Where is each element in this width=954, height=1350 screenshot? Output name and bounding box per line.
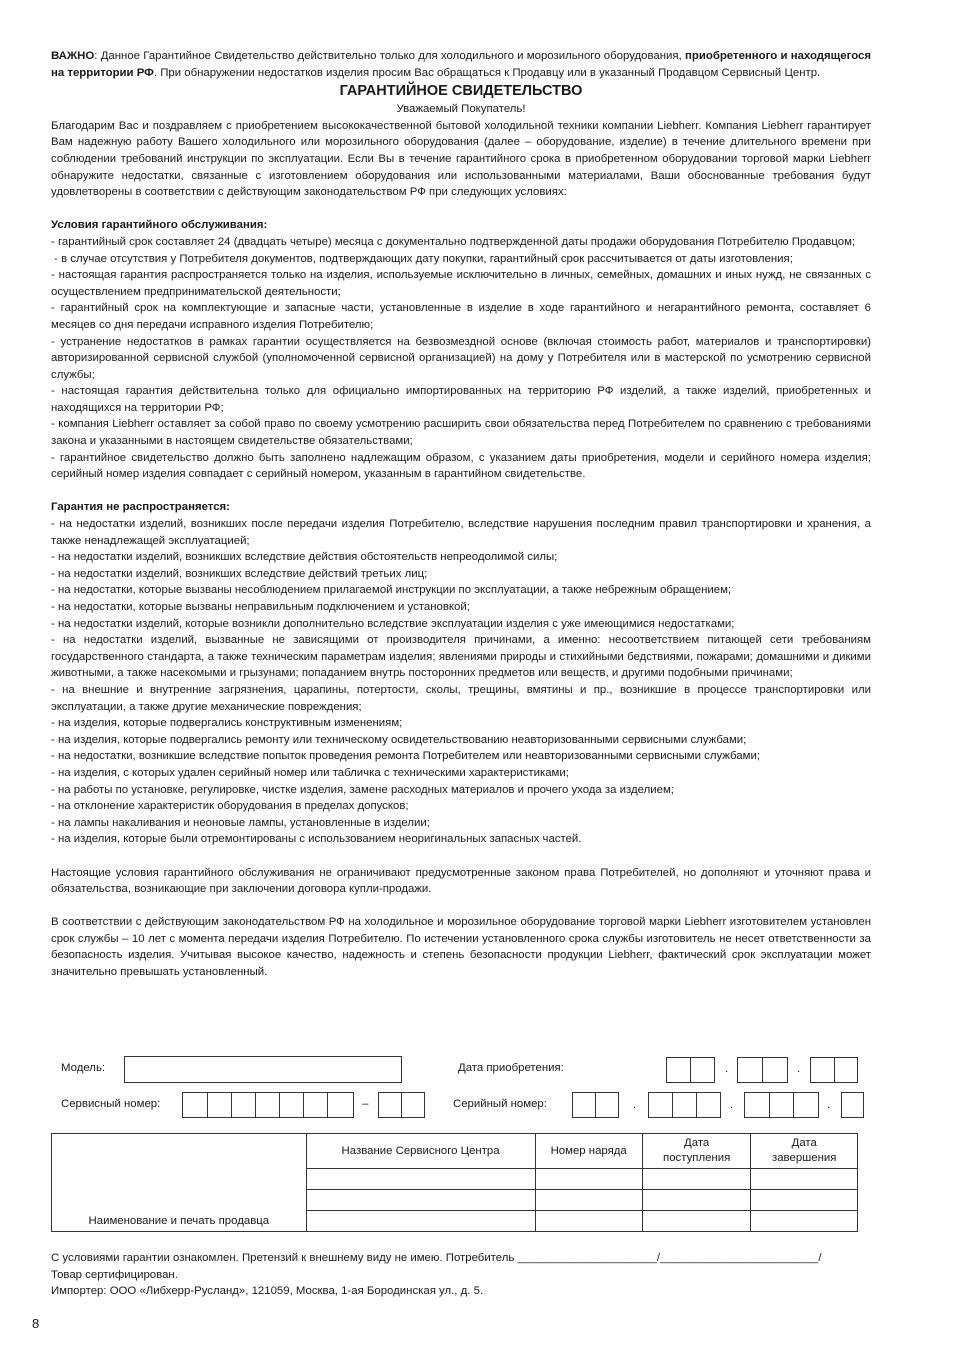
important-notice bbox=[51, 48, 871, 81]
service-number-dash: – bbox=[362, 1098, 369, 1110]
seller-stamp-label: Наименование и печать продавца bbox=[88, 1215, 270, 1227]
purchase-date-label: Дата приобретения: bbox=[458, 1062, 564, 1074]
table-cell[interactable] bbox=[751, 1211, 858, 1232]
exclusions-list bbox=[51, 516, 871, 848]
condition-item: - настоящая гарантия распространяется только на изделия, используемые исключительно в личных, семейных, домашних и иных нужд, не связанных с осуществлением предпринимательской деятельности; bbox=[51, 269, 871, 298]
acknowledgement-line: С условиями гарантии ознакомлен. Претензий к внешнему виду не имею. Потребитель ______________________/_________________________/ bbox=[51, 1252, 822, 1264]
condition-item: - в случае отсутствия у Потребителя документов, подтверждающих дату покупки, гарантийный срок рассчитывается от даты изготовления; bbox=[51, 252, 793, 265]
table-cell[interactable] bbox=[751, 1169, 858, 1190]
important-label: ВАЖНО bbox=[51, 50, 95, 62]
service-number-label: Сервисный номер: bbox=[61, 1098, 161, 1110]
page-number: 8 bbox=[32, 1316, 40, 1331]
exclusion-item: - на недостатки изделий, возникших вследствие действий третьих лиц; bbox=[51, 567, 428, 580]
exclusion-item: - на изделия, с которых удален серийный номер или табличка с техническими характеристиками; bbox=[51, 766, 569, 779]
exclusion-item: - на недостатки, возникшие вследствие попыток проведения ремонта Потребителем или неавторизованными сервисными службами; bbox=[51, 750, 760, 763]
header-order-number: Номер наряда bbox=[535, 1134, 642, 1169]
service-number-suffix-field[interactable] bbox=[378, 1092, 425, 1118]
footer bbox=[51, 1250, 871, 1300]
certified-line: Товар сертифицирован. bbox=[51, 1268, 178, 1281]
seller-stamp-cell[interactable] bbox=[52, 1134, 307, 1232]
serial-part-1-field[interactable] bbox=[572, 1092, 619, 1118]
purchase-day-field[interactable] bbox=[666, 1057, 715, 1083]
table-cell[interactable] bbox=[306, 1169, 535, 1190]
exclusion-item: - на отклонение характеристик оборудования в пределах допусков; bbox=[51, 800, 409, 813]
table-cell[interactable] bbox=[535, 1169, 642, 1190]
table-cell[interactable] bbox=[535, 1211, 642, 1232]
rights-paragraph: Настоящие условия гарантийного обслуживания не ограничивают предусмотренные законом права Потребителей, но дополняют и уточняют права и обязательства, возникающие при заключении договора купли-продажи. bbox=[51, 866, 871, 896]
serial-part-2-field[interactable] bbox=[648, 1092, 721, 1118]
table-cell[interactable] bbox=[535, 1190, 642, 1211]
table-cell[interactable] bbox=[306, 1190, 535, 1211]
condition-item: - компания Liebherr оставляет за собой право по своему усмотрению расширить свои обязательства перед Потребителем по сравнению с требованиями закона и указанными в настоящем свидетельстве обязательствами; bbox=[51, 418, 871, 448]
purchase-month-field[interactable] bbox=[737, 1057, 788, 1083]
table-cell[interactable] bbox=[306, 1211, 535, 1232]
important-text-2: . При обнаружении недостатков изделия просим Вас обращаться к Продавцу или в указанный Продавцом Сервисный Центр. bbox=[153, 66, 821, 79]
exclusion-item: - на изделия, которые подвергались конструктивным изменениям; bbox=[51, 717, 403, 730]
exclusion-item: - на лампы накаливания и неоновые лампы, установленные в изделии; bbox=[51, 816, 430, 829]
header-completed-date: Дата завершения bbox=[751, 1134, 858, 1169]
exclusion-item: - на недостатки изделий, возникших после передачи изделия Потребителю, вследствие нарушения последним правил транспортировки и хранения, а также ненадлежащей эксплуатацией; bbox=[51, 518, 871, 547]
table-header-row bbox=[52, 1134, 858, 1169]
table-cell[interactable] bbox=[642, 1169, 751, 1190]
exclusion-item: - на изделия, которые были отремонтированы с использованием неоригинальных запасных частей. bbox=[51, 833, 582, 846]
important-text-1: : Данное Гарантийное Свидетельство действительно только для холодильного и морозильного оборудования, bbox=[94, 50, 686, 62]
serial-part-3-field[interactable] bbox=[744, 1092, 819, 1118]
model-label: Модель: bbox=[61, 1062, 106, 1074]
table-cell[interactable] bbox=[642, 1211, 751, 1232]
exclusion-item: - на недостатки изделий, возникших вследствие действия обстоятельств непреодолимой силы; bbox=[51, 551, 558, 564]
exclusions-heading: Гарантия не распространяется: bbox=[51, 501, 230, 514]
model-field[interactable] bbox=[124, 1056, 402, 1083]
serial-dot: . bbox=[730, 1099, 734, 1111]
serial-dot: . bbox=[827, 1099, 831, 1111]
condition-item: - устранение недостатков в рамках гарантии осуществляется на безвозмездной основе (включая стоимость работ, материалов и транспортировки) авторизированной сервисной службой (уполномоченной сервисной организацией) на дому у Потребителя или в мастерской по усмотрению сервисной службы; bbox=[51, 335, 871, 381]
importer-line: Импортер: ООО «Либхерр-Русланд», 121059, Москва, 1-ая Бородинская ул., д. 5. bbox=[51, 1285, 484, 1298]
header-service-center: Название Сервисного Центра bbox=[306, 1134, 535, 1169]
serial-number-label: Серийный номер: bbox=[453, 1098, 547, 1110]
purchase-year-field[interactable] bbox=[810, 1057, 858, 1083]
conditions-list bbox=[51, 234, 871, 483]
exclusion-item: - на недостатки, которые вызваны неправильным подключением и установкой; bbox=[51, 601, 470, 613]
table-cell[interactable] bbox=[642, 1190, 751, 1211]
condition-item: - гарантийный срок на комплектующие и запасные части, установленные в изделие в ходе гарантийного и негарантийного ремонта, составляет 6 месяцев со дня передачи исправного изделия Потребителю; bbox=[51, 302, 871, 331]
conditions-heading: Условия гарантийного обслуживания: bbox=[51, 219, 268, 232]
service-number-field[interactable] bbox=[182, 1092, 354, 1118]
date-dot: . bbox=[725, 1063, 729, 1075]
greeting-paragraph: Благодарим Вас и поздравляем с приобретением высококачественной бытовой холодильной техники компании Liebherr. Компания Liebherr гарантирует Вам надежную работу Вашего холодильного или морозильного оборудования (далее – оборудование, изделие) в течение длительного времени при соблюдении требований инструкции по эксплуатации. Если Вы в течение гарантийного срока в приобретенном оборудовании торговой марки Liebherr обнаружите недостатки, связанные с изготовлением оборудования или использованными материалами, Ваши обоснованные требования будут удовлетворены в соответствии с действующим законодательством РФ при следующих условиях: bbox=[51, 119, 871, 199]
condition-item: - настоящая гарантия действительна только для официально импортированных на территорию РФ изделий, а также изделий, приобретенных и находящихся на территории РФ; bbox=[51, 385, 871, 414]
important-bold-territory: приобретенного и находящегося на территории РФ bbox=[51, 50, 871, 79]
salutation: Уважаемый Покупатель! bbox=[396, 103, 526, 116]
exclusion-item: - на недостатки изделий, которые возникли дополнительно вследствие эксплуатации изделия с уже имеющимися недостатками; bbox=[51, 617, 735, 630]
table-cell[interactable] bbox=[751, 1190, 858, 1211]
document-title: ГАРАНТИЙНОЕ СВИДЕТЕЛЬСТВО bbox=[339, 83, 583, 100]
warranty-document bbox=[51, 48, 871, 981]
exclusion-item: - на недостатки, которые вызваны несоблюдением прилагаемой инструкции по эксплуатации, а также небрежным обращением; bbox=[51, 584, 732, 597]
service-life-paragraph: В соответствии с действующим законодательством РФ на холодильное и морозильное оборудование торговой марки Liebherr изготовителем установлен срок службы – 10 лет с момента передачи изделия Потребителю. По истечении установленного срока службы изготовитель не несет ответственности за безопасность изделия. Учитывая высокое качество, надежность и степень безопасности продукции Liebherr, фактический срок эксплуатации может значительно превышать установленный. bbox=[51, 916, 871, 979]
exclusion-item: - на внешние и внутренние загрязнения, царапины, потертости, сколы, трещины, вмятины и пр., возникшие в процессе транспортировки или эксплуатации, а также другие механические повреждения; bbox=[51, 683, 871, 713]
date-dot: . bbox=[797, 1063, 801, 1075]
condition-item: - гарантийное свидетельство должно быть заполнено надлежащим образом, с указанием даты приобретения, модели и серийного номера изделия; серийный номер изделия совпадает с серийный номером, указанным в гарантийном свидетельстве. bbox=[51, 451, 871, 481]
exclusion-item: - на недостатки изделий, вызванные не зависящими от производителя причинами, а именно: несоответствием питающей сети требованиям государственного стандарта, а также техническим параметрам изделия; явлениями природы и стихийными бедствиями, пожарами; домашними и дикими животными, а также насекомыми и грызунами; попаданием внутрь посторонних предметов или веществ, и другими подобными причинами; bbox=[51, 634, 871, 680]
exclusion-item: - на работы по установке, регулировке, чистке изделия, замене расходных материалов и прочего ухода за изделием; bbox=[51, 783, 674, 796]
serial-part-4-field[interactable] bbox=[841, 1092, 864, 1118]
warranty-form bbox=[51, 1056, 871, 1126]
exclusion-item: - на изделия, которые подвергались ремонту или техническому освидетельствованию неавторизованными сервисными службами; bbox=[51, 733, 747, 746]
header-received-date: Дата поступления bbox=[642, 1134, 751, 1169]
service-center-table bbox=[51, 1133, 858, 1232]
condition-item: - гарантийный срок составляет 24 (двадцать четыре) месяца с документально подтвержденной даты продажи оборудования Потребителю Продавцом; bbox=[51, 235, 856, 248]
serial-dot: . bbox=[633, 1099, 637, 1111]
